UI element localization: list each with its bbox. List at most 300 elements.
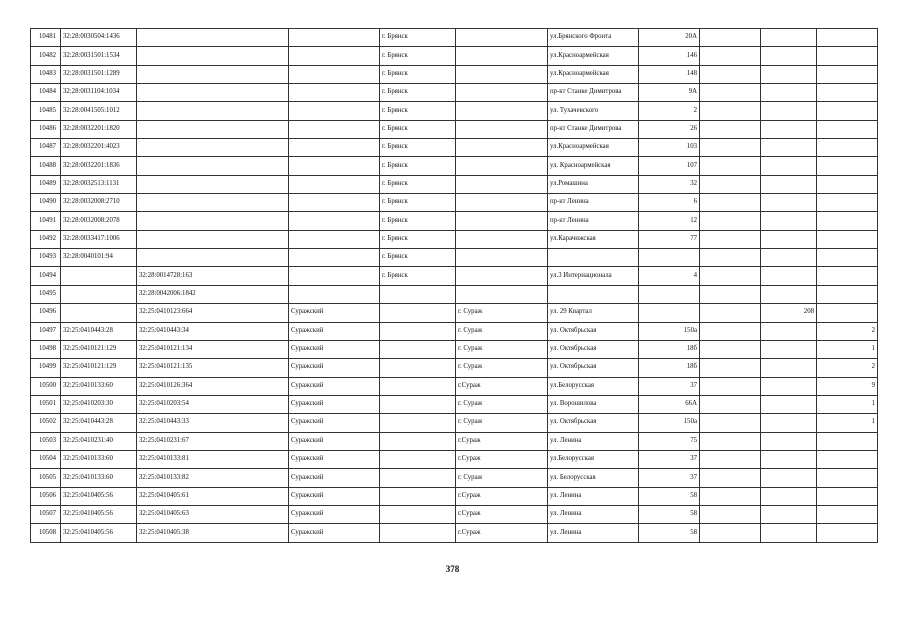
cell-district: Суражский: [289, 505, 380, 523]
cell-house-number: 77: [639, 230, 700, 248]
cell-extra-1: [700, 487, 761, 505]
table-row: [31, 47, 878, 65]
cell-parent-cadastral-number: 32:25:0410121:134: [137, 340, 289, 358]
cell-cadastral-number: 32:25:0410443:28: [61, 322, 137, 340]
cell-extra-3: [817, 175, 878, 193]
cell-settlement: [456, 29, 548, 47]
table-row: [31, 175, 878, 193]
cell-settlement: [456, 212, 548, 230]
cell-house-number: 37: [639, 377, 700, 395]
cell-cadastral-number: 32:25:0410231:40: [61, 432, 137, 450]
cell-city-brjansk: [380, 524, 456, 542]
cell-house-number: [639, 285, 700, 303]
cell-record-number: 10496: [31, 304, 61, 322]
table-row: [31, 139, 878, 157]
cell-city-brjansk: [380, 487, 456, 505]
cell-district: Суражский: [289, 395, 380, 413]
table-row: [31, 487, 878, 505]
table-row: [31, 322, 878, 340]
cell-extra-3: [817, 505, 878, 523]
cell-cadastral-number: 32:28:0032008:2078: [61, 212, 137, 230]
cell-extra-1: [700, 65, 761, 83]
cell-extra-2: [761, 194, 817, 212]
cell-extra-1: [700, 194, 761, 212]
table-row: [31, 212, 878, 230]
cell-cadastral-number: 32:28:0032513:1131: [61, 175, 137, 193]
cell-extra-2: [761, 120, 817, 138]
cell-parent-cadastral-number: 32:25:0410133:82: [137, 469, 289, 487]
cell-city-brjansk: [380, 322, 456, 340]
cell-record-number: 10484: [31, 84, 61, 102]
cell-street: ул. Октябрьская: [548, 322, 639, 340]
cell-extra-2: [761, 84, 817, 102]
cell-settlement: г. Сураж: [456, 395, 548, 413]
cell-city-brjansk: [380, 505, 456, 523]
cell-city-brjansk: г. Брянск: [380, 175, 456, 193]
table-row: [31, 84, 878, 102]
cell-house-number: 107: [639, 157, 700, 175]
cell-house-number: 12: [639, 212, 700, 230]
cell-settlement: [456, 102, 548, 120]
cell-street: ул. Ленина: [548, 505, 639, 523]
cell-parent-cadastral-number: [137, 47, 289, 65]
cell-record-number: 10505: [31, 469, 61, 487]
cell-street: ул.3 Интернационала: [548, 267, 639, 285]
cell-city-brjansk: г. Брянск: [380, 194, 456, 212]
cell-cadastral-number: 32:25:0410405:56: [61, 505, 137, 523]
table-row: [31, 304, 878, 322]
cell-cadastral-number: 32:25:0410405:56: [61, 487, 137, 505]
cell-settlement: [456, 267, 548, 285]
cell-city-brjansk: г. Брянск: [380, 157, 456, 175]
cell-extra-3: [817, 47, 878, 65]
cell-city-brjansk: [380, 414, 456, 432]
table-row: [31, 29, 878, 47]
cell-record-number: 10495: [31, 285, 61, 303]
cell-settlement: г. Сураж: [456, 322, 548, 340]
cell-district: Суражский: [289, 340, 380, 358]
cell-house-number: 150а: [639, 414, 700, 432]
cell-district: Суражский: [289, 322, 380, 340]
cell-record-number: 10493: [31, 249, 61, 267]
cell-extra-3: [817, 524, 878, 542]
cell-district: [289, 175, 380, 193]
cell-street: ул.Брянского Фронта: [548, 29, 639, 47]
cell-house-number: 37: [639, 450, 700, 468]
cell-settlement: г. Сураж: [456, 469, 548, 487]
cell-extra-1: [700, 505, 761, 523]
cell-parent-cadastral-number: [137, 157, 289, 175]
cell-record-number: 10503: [31, 432, 61, 450]
cell-district: [289, 249, 380, 267]
cell-city-brjansk: г. Брянск: [380, 84, 456, 102]
cell-settlement: [456, 194, 548, 212]
cell-district: [289, 230, 380, 248]
cell-settlement: [456, 47, 548, 65]
cell-settlement: г. Сураж: [456, 359, 548, 377]
cell-extra-2: [761, 450, 817, 468]
cell-extra-3: [817, 29, 878, 47]
cell-record-number: 10481: [31, 29, 61, 47]
cell-district: [289, 29, 380, 47]
cell-parent-cadastral-number: 32:25:0410126:364: [137, 377, 289, 395]
cell-district: [289, 84, 380, 102]
cell-extra-3: [817, 230, 878, 248]
cell-record-number: 10497: [31, 322, 61, 340]
table-row: [31, 157, 878, 175]
cell-parent-cadastral-number: [137, 249, 289, 267]
cell-extra-3: [817, 102, 878, 120]
cell-house-number: 148: [639, 65, 700, 83]
table-row: [31, 377, 878, 395]
cell-extra-3: [817, 157, 878, 175]
cell-cadastral-number: 32:28:0032201:1836: [61, 157, 137, 175]
cell-extra-2: [761, 395, 817, 413]
document-sheet: [30, 28, 878, 543]
cell-cadastral-number: 32:25:0410133:60: [61, 469, 137, 487]
cell-cadastral-number: 32:25:0410121:129: [61, 359, 137, 377]
table-row: [31, 340, 878, 358]
table-row: [31, 469, 878, 487]
cell-extra-3: [817, 120, 878, 138]
cell-house-number: 26: [639, 120, 700, 138]
cell-street: пр-кт Станке Димитрова: [548, 84, 639, 102]
cell-cadastral-number: 32:25:0410121:129: [61, 340, 137, 358]
table-row: [31, 120, 878, 138]
cell-street: ул. Ворошилова: [548, 395, 639, 413]
cell-extra-2: [761, 102, 817, 120]
cell-street: ул. Тухачевского: [548, 102, 639, 120]
cell-district: Суражский: [289, 450, 380, 468]
cell-cadastral-number: 32:25:0410405:56: [61, 524, 137, 542]
cell-city-brjansk: г. Брянск: [380, 230, 456, 248]
cell-extra-3: 1: [817, 340, 878, 358]
cell-cadastral-number: 32:25:0410203:30: [61, 395, 137, 413]
cell-city-brjansk: г. Брянск: [380, 65, 456, 83]
table-body: [31, 29, 878, 543]
cell-district: [289, 285, 380, 303]
cell-parent-cadastral-number: 32:25:0410443:34: [137, 322, 289, 340]
cell-house-number: 58: [639, 505, 700, 523]
cell-district: Суражский: [289, 414, 380, 432]
cell-cadastral-number: 32:28:0032201:4023: [61, 139, 137, 157]
cell-extra-1: [700, 139, 761, 157]
cell-parent-cadastral-number: [137, 230, 289, 248]
cell-settlement: [456, 65, 548, 83]
cell-cadastral-number: 32:25:0410443:28: [61, 414, 137, 432]
cell-extra-2: [761, 157, 817, 175]
cell-settlement: г. Сураж: [456, 304, 548, 322]
cell-extra-2: [761, 432, 817, 450]
cell-extra-2: [761, 230, 817, 248]
cell-parent-cadastral-number: 32:25:0410133:81: [137, 450, 289, 468]
cell-record-number: 10494: [31, 267, 61, 285]
cell-parent-cadastral-number: 32:25:0410121:135: [137, 359, 289, 377]
cell-street: ул. Ленина: [548, 524, 639, 542]
cell-extra-1: [700, 340, 761, 358]
cell-extra-2: [761, 377, 817, 395]
table-row: [31, 359, 878, 377]
cell-extra-2: [761, 212, 817, 230]
cell-house-number: 4: [639, 267, 700, 285]
cell-parent-cadastral-number: [137, 194, 289, 212]
cell-house-number: 37: [639, 469, 700, 487]
cell-district: Суражский: [289, 304, 380, 322]
table-row: [31, 249, 878, 267]
cell-settlement: [456, 249, 548, 267]
cell-extra-2: [761, 322, 817, 340]
cell-house-number: 20А: [639, 29, 700, 47]
table-row: [31, 102, 878, 120]
cell-settlement: г. Сураж: [456, 340, 548, 358]
cell-extra-1: [700, 395, 761, 413]
cell-street: ул.Красноармейская: [548, 65, 639, 83]
cell-street: ул. Октябрьская: [548, 359, 639, 377]
cell-record-number: 10487: [31, 139, 61, 157]
cell-extra-1: [700, 120, 761, 138]
cell-settlement: [456, 120, 548, 138]
cell-cadastral-number: 32:28:0031501:1289: [61, 65, 137, 83]
cell-house-number: 75: [639, 432, 700, 450]
cell-parent-cadastral-number: 32:25:0410203:54: [137, 395, 289, 413]
cell-extra-3: [817, 432, 878, 450]
cell-district: [289, 102, 380, 120]
cell-extra-1: [700, 377, 761, 395]
cell-extra-2: [761, 359, 817, 377]
cell-record-number: 10491: [31, 212, 61, 230]
cell-extra-3: [817, 285, 878, 303]
cell-cadastral-number: [61, 304, 137, 322]
table-row: [31, 432, 878, 450]
cell-city-brjansk: [380, 285, 456, 303]
table-row: [31, 524, 878, 542]
cell-cadastral-number: 32:28:0033417:1006: [61, 230, 137, 248]
cell-extra-1: [700, 175, 761, 193]
cell-parent-cadastral-number: [137, 175, 289, 193]
cell-city-brjansk: [380, 304, 456, 322]
cell-city-brjansk: [380, 469, 456, 487]
cell-extra-1: [700, 285, 761, 303]
cell-settlement: г.Сураж: [456, 432, 548, 450]
table-row: [31, 267, 878, 285]
cell-settlement: [456, 84, 548, 102]
cell-parent-cadastral-number: 32:25:0410405:38: [137, 524, 289, 542]
cell-extra-3: [817, 212, 878, 230]
cell-street: ул.Красноармейская: [548, 47, 639, 65]
cell-street: ул.Ромашина: [548, 175, 639, 193]
cell-settlement: [456, 139, 548, 157]
cell-extra-2: [761, 175, 817, 193]
cell-city-brjansk: г. Брянск: [380, 29, 456, 47]
cell-extra-2: [761, 139, 817, 157]
cell-extra-1: [700, 359, 761, 377]
cell-extra-3: [817, 139, 878, 157]
cell-street: ул.Белорусская: [548, 450, 639, 468]
cell-extra-3: 1: [817, 414, 878, 432]
cell-extra-2: [761, 524, 817, 542]
cell-extra-2: [761, 414, 817, 432]
cell-city-brjansk: [380, 432, 456, 450]
cell-extra-2: [761, 487, 817, 505]
cell-extra-2: [761, 47, 817, 65]
cell-record-number: 10486: [31, 120, 61, 138]
cell-settlement: г.Сураж: [456, 377, 548, 395]
cell-parent-cadastral-number: 32:28:0042006:1842: [137, 285, 289, 303]
cell-extra-3: 2: [817, 322, 878, 340]
cell-street: ул. Красноармейская: [548, 157, 639, 175]
cell-record-number: 10508: [31, 524, 61, 542]
cell-district: [289, 139, 380, 157]
cell-street: пр-кт Станке Димитрова: [548, 120, 639, 138]
table-row: [31, 450, 878, 468]
cell-record-number: 10501: [31, 395, 61, 413]
cell-parent-cadastral-number: 32:25:0410443:33: [137, 414, 289, 432]
cell-settlement: г.Сураж: [456, 450, 548, 468]
cell-district: Суражский: [289, 377, 380, 395]
cell-extra-3: 9: [817, 377, 878, 395]
cell-city-brjansk: г. Брянск: [380, 249, 456, 267]
cell-parent-cadastral-number: 32:25:0410405:61: [137, 487, 289, 505]
cell-house-number: 146: [639, 47, 700, 65]
cell-house-number: 2: [639, 102, 700, 120]
cell-extra-2: [761, 29, 817, 47]
cell-extra-1: [700, 450, 761, 468]
cell-extra-3: [817, 267, 878, 285]
cell-street: ул.Белорусская: [548, 377, 639, 395]
cell-house-number: 9А: [639, 84, 700, 102]
cell-extra-2: 208: [761, 304, 817, 322]
cell-cadastral-number: 32:28:0032008:2710: [61, 194, 137, 212]
cell-city-brjansk: г. Брянск: [380, 47, 456, 65]
cell-parent-cadastral-number: [137, 29, 289, 47]
cell-street: пр-кт Ленина: [548, 194, 639, 212]
cell-district: Суражский: [289, 524, 380, 542]
cell-cadastral-number: 32:25:0410133:60: [61, 377, 137, 395]
cell-house-number: 66А: [639, 395, 700, 413]
cell-extra-3: [817, 194, 878, 212]
cell-settlement: [456, 175, 548, 193]
cell-house-number: 103: [639, 139, 700, 157]
cell-city-brjansk: г. Брянск: [380, 212, 456, 230]
cell-street: [548, 249, 639, 267]
cell-settlement: [456, 230, 548, 248]
cell-settlement: г. Сураж: [456, 414, 548, 432]
cell-record-number: 10482: [31, 47, 61, 65]
cell-settlement: г.Сураж: [456, 524, 548, 542]
cell-district: [289, 267, 380, 285]
cell-house-number: 6: [639, 194, 700, 212]
cell-street: пр-кт Ленина: [548, 212, 639, 230]
cell-house-number: 18б: [639, 359, 700, 377]
cell-extra-1: [700, 414, 761, 432]
cell-extra-2: [761, 505, 817, 523]
table-row: [31, 505, 878, 523]
cell-city-brjansk: [380, 359, 456, 377]
cell-cadastral-number: 32:28:0040101:94: [61, 249, 137, 267]
cell-extra-2: [761, 249, 817, 267]
cell-cadastral-number: 32:28:0041505:1012: [61, 102, 137, 120]
cell-parent-cadastral-number: 32:25:0410123:664: [137, 304, 289, 322]
cell-extra-2: [761, 340, 817, 358]
cell-record-number: 10507: [31, 505, 61, 523]
cell-parent-cadastral-number: [137, 84, 289, 102]
cell-city-brjansk: г. Брянск: [380, 267, 456, 285]
cell-district: [289, 47, 380, 65]
cell-record-number: 10506: [31, 487, 61, 505]
cell-extra-1: [700, 102, 761, 120]
table-row: [31, 414, 878, 432]
cell-extra-1: [700, 304, 761, 322]
cell-street: ул.Красноармейская: [548, 139, 639, 157]
cell-cadastral-number: 32:28:0031501:1534: [61, 47, 137, 65]
cell-parent-cadastral-number: [137, 120, 289, 138]
cell-record-number: 10483: [31, 65, 61, 83]
cell-street: ул.Карачижская: [548, 230, 639, 248]
cell-city-brjansk: г. Брянск: [380, 120, 456, 138]
cell-parent-cadastral-number: 32:28:0014728:163: [137, 267, 289, 285]
cell-settlement: г.Сураж: [456, 505, 548, 523]
cell-city-brjansk: [380, 450, 456, 468]
cell-extra-2: [761, 65, 817, 83]
cell-cadastral-number: 32:28:0031104:1034: [61, 84, 137, 102]
cell-extra-1: [700, 84, 761, 102]
cell-extra-3: [817, 487, 878, 505]
cell-extra-2: [761, 267, 817, 285]
cell-street: ул. Ленина: [548, 432, 639, 450]
cell-record-number: 10485: [31, 102, 61, 120]
cell-settlement: [456, 285, 548, 303]
cell-house-number: [639, 304, 700, 322]
cell-record-number: 10502: [31, 414, 61, 432]
cell-city-brjansk: г. Брянск: [380, 102, 456, 120]
cell-extra-3: [817, 450, 878, 468]
cell-district: [289, 157, 380, 175]
page-number: 378: [445, 564, 460, 574]
cell-record-number: 10498: [31, 340, 61, 358]
cell-extra-1: [700, 249, 761, 267]
cell-extra-3: 2: [817, 359, 878, 377]
cell-extra-1: [700, 212, 761, 230]
cell-district: Суражский: [289, 487, 380, 505]
cell-record-number: 10504: [31, 450, 61, 468]
cell-street: ул. Белорусская: [548, 469, 639, 487]
cell-extra-3: 1: [817, 395, 878, 413]
cell-settlement: [456, 157, 548, 175]
table-row: [31, 395, 878, 413]
cell-extra-3: [817, 84, 878, 102]
cell-house-number: 18б: [639, 340, 700, 358]
cell-cadastral-number: [61, 285, 137, 303]
cell-city-brjansk: г. Брянск: [380, 139, 456, 157]
table-row: [31, 285, 878, 303]
cell-extra-1: [700, 230, 761, 248]
cell-cadastral-number: 32:25:0410133:60: [61, 450, 137, 468]
cell-street: ул. Октябрьская: [548, 414, 639, 432]
cell-extra-1: [700, 267, 761, 285]
cell-settlement: г.Сураж: [456, 487, 548, 505]
cell-street: ул. Октябрьская: [548, 340, 639, 358]
cell-extra-3: [817, 469, 878, 487]
table-row: [31, 194, 878, 212]
cell-cadastral-number: 32:28:0032201:1820: [61, 120, 137, 138]
cell-house-number: 150а: [639, 322, 700, 340]
cell-record-number: 10499: [31, 359, 61, 377]
cell-parent-cadastral-number: [137, 65, 289, 83]
cell-district: Суражский: [289, 469, 380, 487]
cell-extra-1: [700, 47, 761, 65]
cell-extra-2: [761, 469, 817, 487]
cell-parent-cadastral-number: [137, 212, 289, 230]
